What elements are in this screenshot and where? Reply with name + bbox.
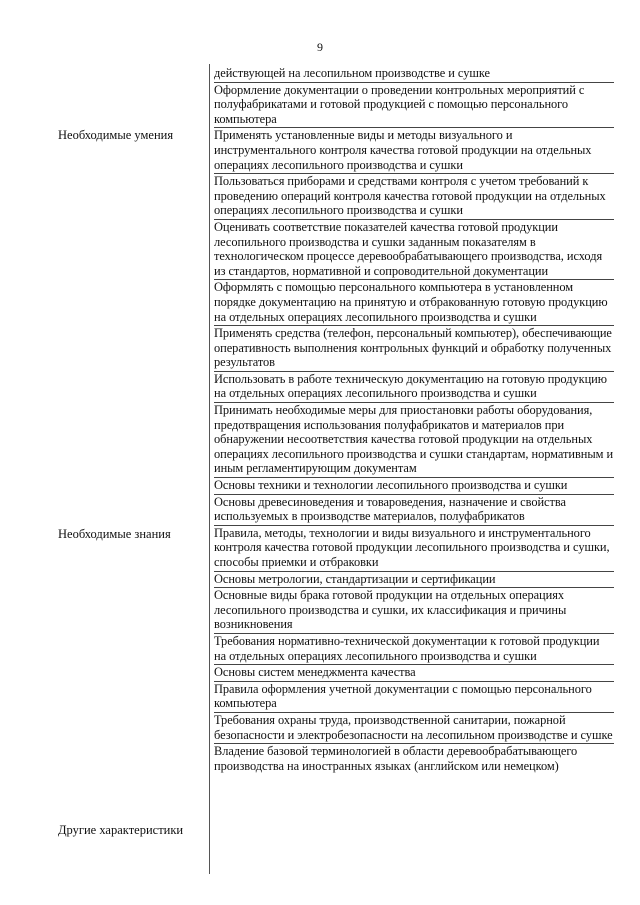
list-item: Применять средства (телефон, персональный компьютер), обеспечивающие оперативность выполнения контрольных функций и обработку полученных результатов <box>214 326 614 372</box>
requirements-list <box>214 66 614 774</box>
header-knowledge: Необходимые знания <box>58 527 171 541</box>
list-item: Основы техники и технологии лесопильного производства и сушки <box>214 478 614 495</box>
list-item: Оценивать соответствие показателей качества готовой продукции лесопильного производства и сушки заданным показателям в технологическом процессе деревообрабатывающего производства, исходя из стандартов, нормативной и сопроводительной документации <box>214 220 614 280</box>
page-number: 9 <box>317 40 323 54</box>
list-item: Пользоваться приборами и средствами контроля с учетом требований к проведению операций контроля качества готовой продукции на отдельных операциях лесопильного производства и сушки <box>214 174 614 220</box>
header-other: Другие характеристики <box>58 823 184 837</box>
list-item: Требования нормативно-технической документации к готовой продукции на отдельных операциях лесопильного производства и сушки <box>214 634 614 665</box>
list-item: действующей на лесопильном производстве и сушке <box>214 66 614 83</box>
list-item: Оформлять с помощью персонального компьютера в установленном порядке документацию на принятую и отбракованную готовую продукцию на отдельных операциях лесопильного производства и сушки <box>214 280 614 326</box>
list-item: Основы систем менеджмента качества <box>214 665 614 682</box>
list-item: Правила, методы, технологии и виды визуального и инструментального контроля качества готовой продукции лесопильного производства и сушки, способы приемки и отбраковки <box>214 526 614 572</box>
list-item: Принимать необходимые меры для приостановки работы оборудования, предотвращения использования полуфабрикатов и материалов при обнаружении несоответствия качества готовой продукции на отдельных операциях лесопильного производства и сушки стандартам, нормативным и иным регламентирующим документам <box>214 403 614 478</box>
list-item: Основы метрологии, стандартизации и сертификации <box>214 572 614 589</box>
column-divider <box>209 64 210 874</box>
header-skills: Необходимые умения <box>58 128 174 142</box>
list-item: Основные виды брака готовой продукции на отдельных операциях лесопильного производства и сушки, их классификация и причины возникновения <box>214 588 614 634</box>
list-item: Владение базовой терминологией в области деревообрабатывающего производства на иностранных языках (английском или немецком) <box>214 744 578 773</box>
list-item: Применять установленные виды и методы визуального и инструментального контроля качества готовой продукции на отдельных операциях лесопильного производства и сушки <box>214 128 614 174</box>
list-item: Основы древесиноведения и товароведения, назначение и свойства используемых в производстве материалов, полуфабрикатов <box>214 495 614 526</box>
list-item: Требования охраны труда, производственной санитарии, пожарной безопасности и электробезопасности на лесопильном производстве и сушке <box>214 713 614 744</box>
list-item: Использовать в работе техническую документацию на готовую продукцию на отдельных операциях лесопильного производства и сушки <box>214 372 614 403</box>
list-item: Оформление документации о проведении контрольных мероприятий с полуфабрикатами и готовой продукцией с помощью персонального компьютера <box>214 83 614 129</box>
list-item: Правила оформления учетной документации с помощью персонального компьютера <box>214 682 614 713</box>
